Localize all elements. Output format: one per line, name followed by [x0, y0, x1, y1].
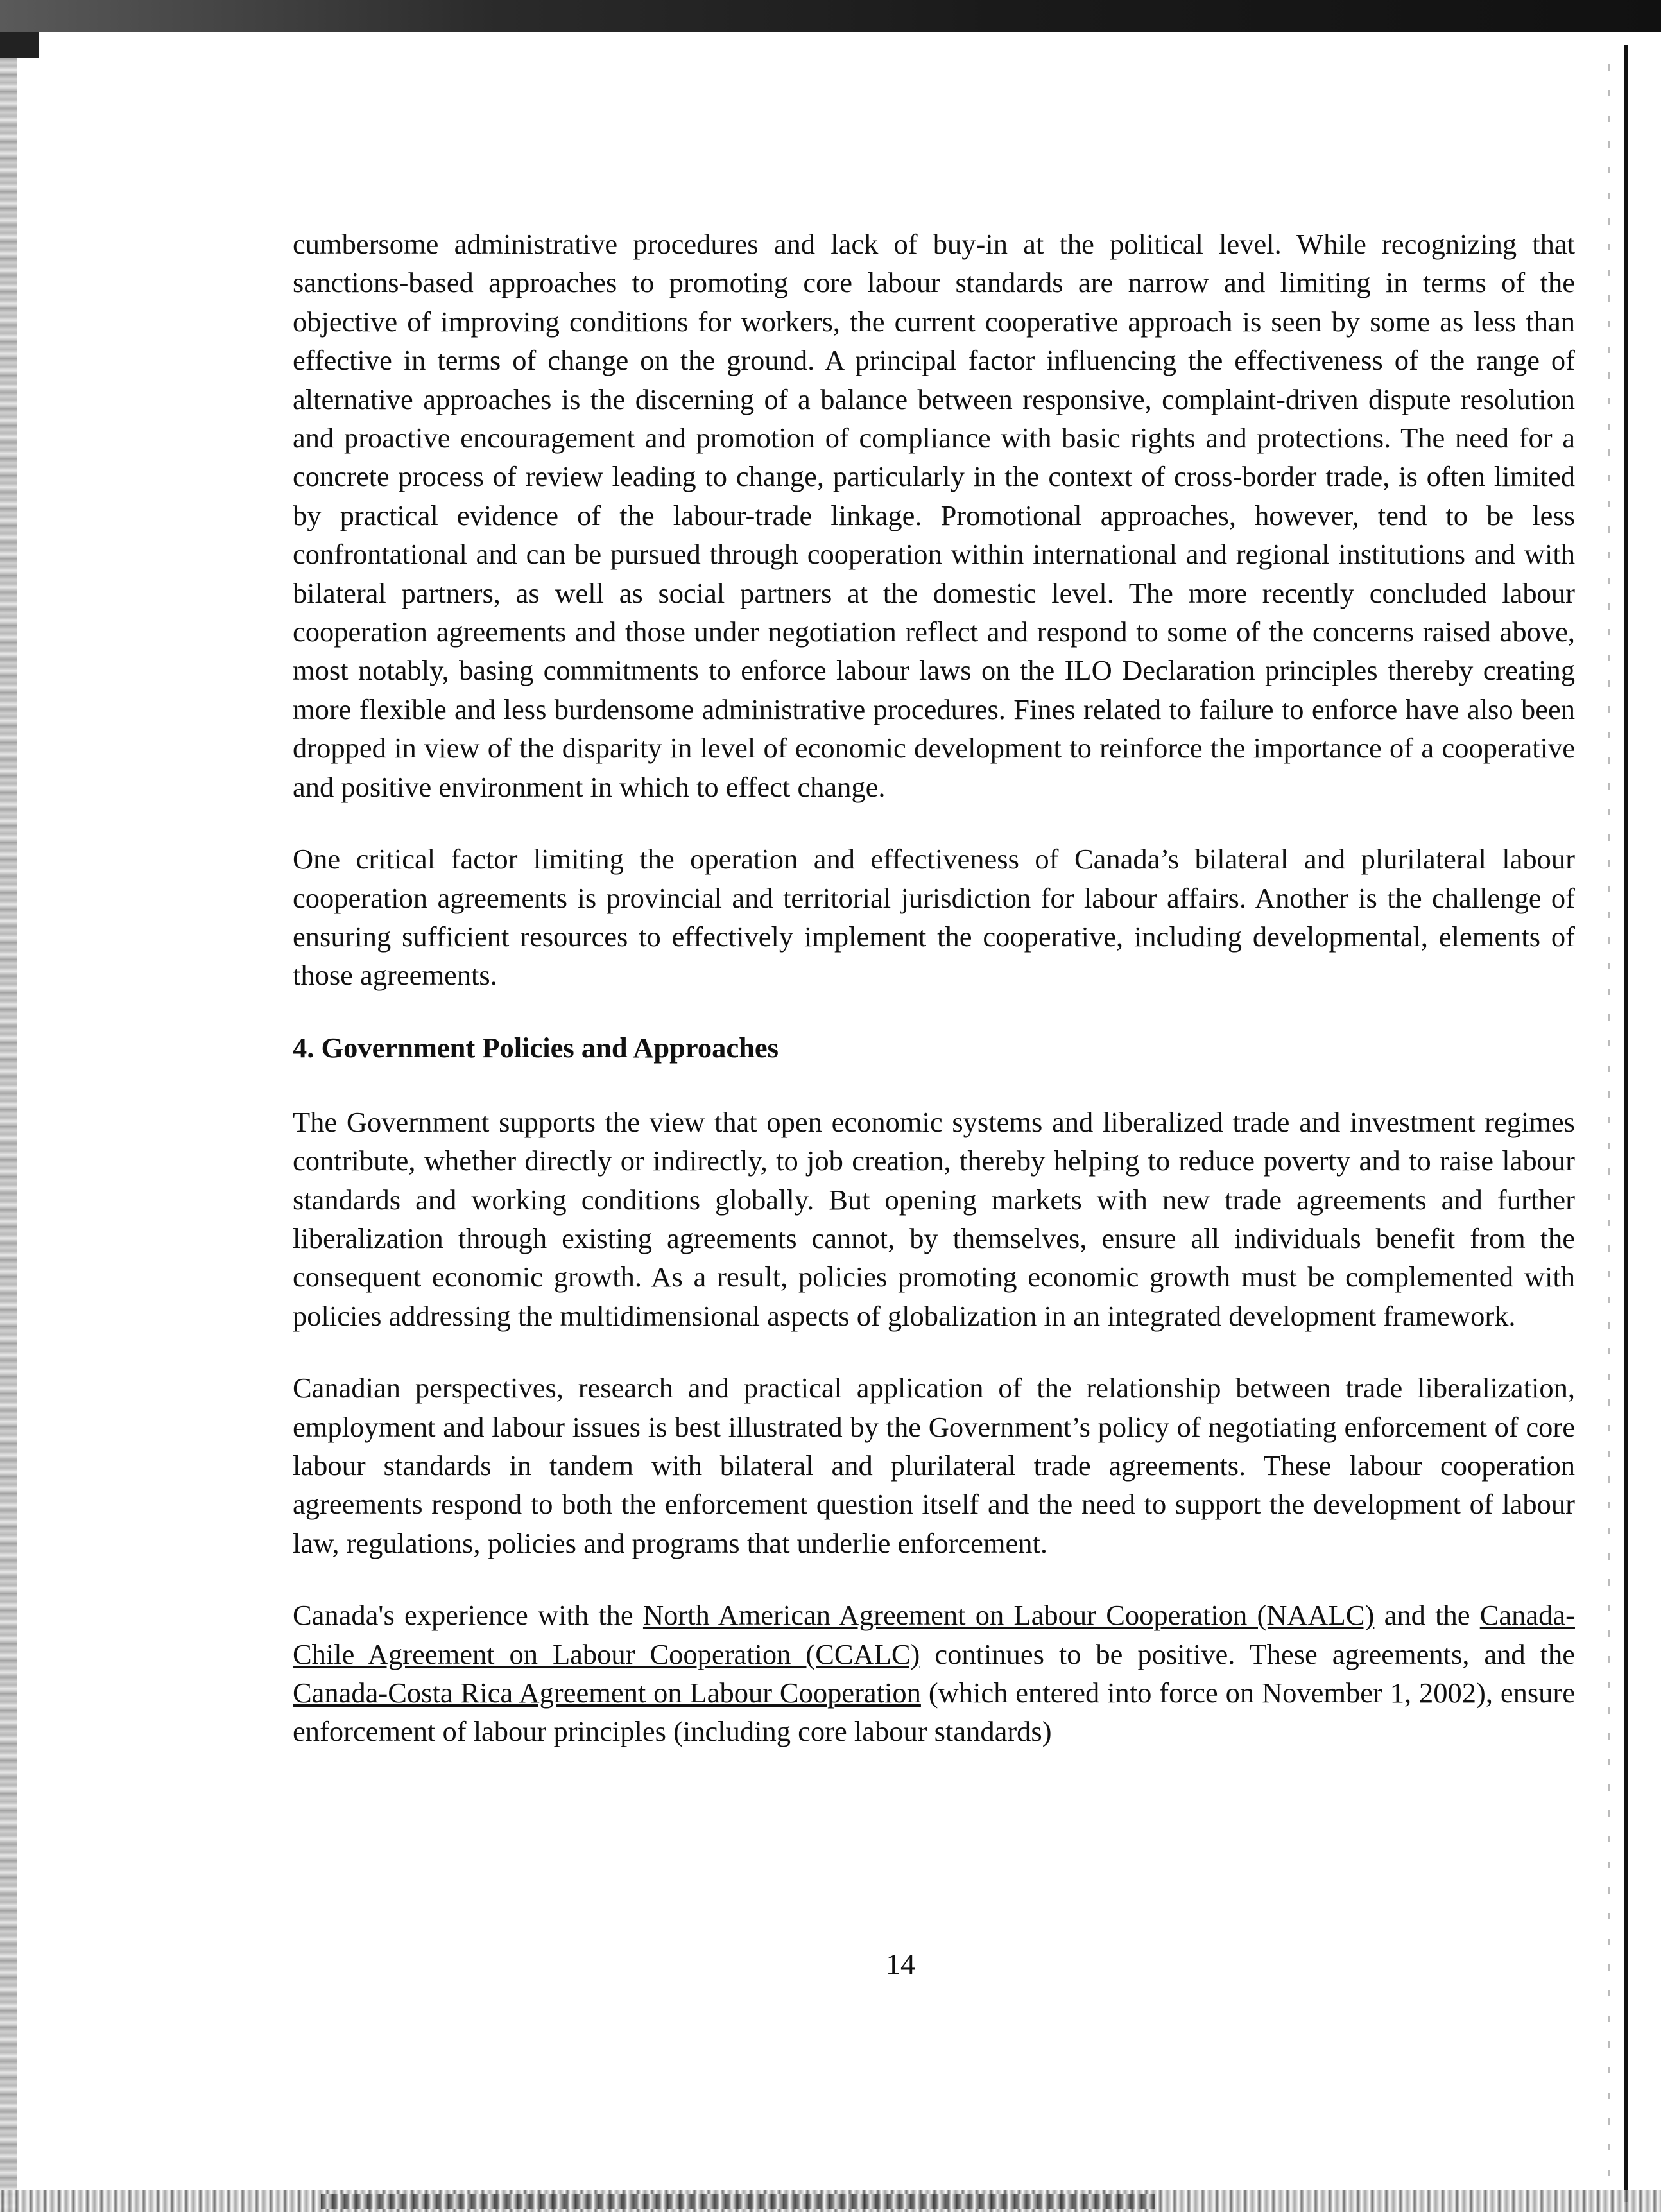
p5-text-3: continues to be positive. These agreements, and the	[920, 1637, 1576, 1670]
ccalc-link[interactable]: Canada-Chile Agreement on Labour Cooperation (CCALC)	[293, 1599, 1575, 1670]
paragraph-5	[293, 1596, 1575, 1751]
p5-text-2: and the	[1374, 1599, 1480, 1632]
p5-text-4: (which entered into force on November 1, 2002), ensure enforcement of labour principles (including core labour standards)	[293, 1677, 1575, 1748]
scan-corner-mark	[0, 32, 39, 58]
paragraph-4: Canadian perspectives, research and practical application of the relationship between trade liberalization, employment and labour issues is best illustrated by the Government’s policy of negotiating enforcement of core labour standards in tandem with bilateral and plurilateral trade agreements. These labour cooperation agreements respond to both the enforcement question itself and the need to support the development of labour law, regulations, policies and programs that underlie enforcement.	[293, 1372, 1575, 1559]
scan-right-edge	[1624, 45, 1628, 2202]
paragraph-3: The Government supports the view that open economic systems and liberalized trade and investment regimes contribute, whether directly or indirectly, to job creation, thereby helping to reduce poverty and to raise labour standards and working conditions globally. But opening markets with new trade agreements and further liberalization through existing agreements cannot, by themselves, ensure all individuals benefit from the consequent economic growth. As a result, policies promoting economic growth must be complemented with policies addressing the multidimensional aspects of globalization in an integrated development framework.	[293, 1105, 1575, 1332]
page-body	[293, 225, 1575, 1784]
scan-right-faint-line	[1608, 64, 1610, 2182]
scan-left-edge	[0, 58, 17, 2212]
paragraph-2: One critical factor limiting the operation and effectiveness of Canada’s bilateral and plurilateral labour cooperation agreements is provincial and territorial jurisdiction for labour affairs. Another is the challenge of ensuring sufficient resources to effectively implement the cooperative, including developmental, elements of those agreements.	[293, 843, 1575, 992]
section-heading	[293, 1028, 1575, 1067]
section-number: 4.	[293, 1031, 314, 1064]
canada-costa-rica-link[interactable]: Canada-Costa Rica Agreement on Labour Cooperation	[293, 1677, 921, 1709]
scan-bottom-noise	[321, 2194, 1155, 2209]
section-title: Government Policies and Approaches	[321, 1031, 779, 1064]
scan-top-border	[0, 0, 1661, 32]
p5-text-1: Canada's experience with the	[293, 1599, 643, 1632]
paragraph-1: cumbersome administrative procedures and lack of buy-in at the political level. While recognizing that sanctions-based approaches to promoting core labour standards are narrow and limiting in terms of the objective of improving conditions for workers, the current cooperative approach is seen by some as less than effective in terms of change on the ground. A principal factor influencing the effectiveness of the range of alternative approaches is the discerning of a balance between responsive, complaint-driven dispute resolution and proactive encouragement and promotion of compliance with basic rights and protections. The need for a concrete process of review leading to change, particularly in the context of cross-border trade, is often limited by practical evidence of the labour-trade linkage. Promotional approaches, however, tend to be less confrontational and can be pursued through cooperation within international and regional institutions and with bilateral partners, as well as social partners at the domestic level. The more recently concluded labour cooperation agreements and those under negotiation reflect and respond to some of the concerns raised above, most notably, basing commitments to enforce labour laws on the ILO Declaration principles thereby creating more flexible and less burdensome administrative procedures. Fines related to failure to enforce have also been dropped in view of the disparity in level of economic development to reinforce the importance of a cooperative and positive environment in which to effect change.	[293, 228, 1575, 803]
page-number: 14	[886, 1948, 915, 1980]
naalc-link[interactable]: North American Agreement on Labour Cooperation (NAALC)	[642, 1599, 1375, 1632]
